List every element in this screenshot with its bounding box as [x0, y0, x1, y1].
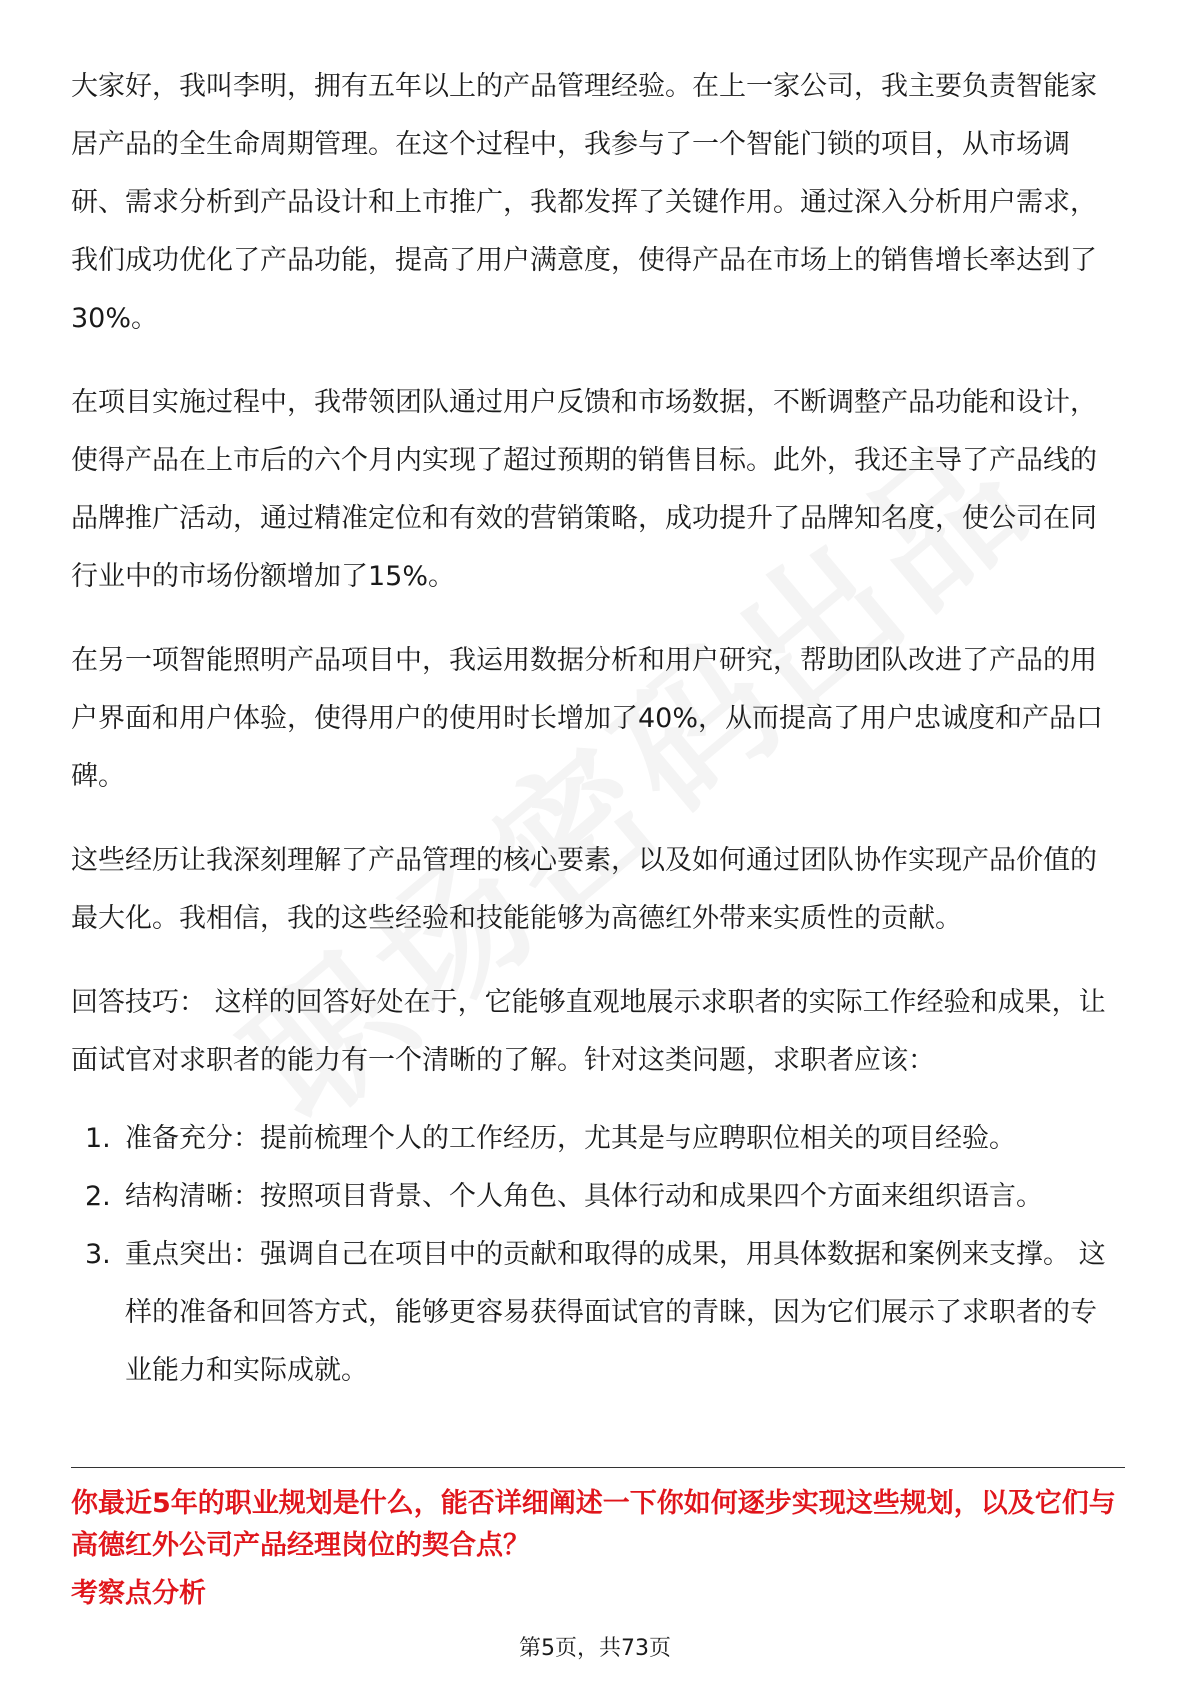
- list-item-text: 重点突出：强调自己在项目中的贡献和取得的成果，用具体数据和案例来支撑。 这样的准备和回答方式，能够更容易获得面试官的青睐，因为它们展示了求职者的专业能力和实际成就。: [125, 1239, 1106, 1386]
- tips-list: [71, 1110, 1116, 1400]
- answer-paragraph-4: 这些经历让我深刻理解了产品管理的核心要素，以及如何通过团队协作实现产品价值的最大化。我相信，我的这些经验和技能能够为高德红外带来实质性的贡献。: [71, 845, 1097, 934]
- answer-paragraph-2: 在项目实施过程中，我带领团队通过用户反馈和市场数据，不断调整产品功能和设计，使得产品在上市后的六个月内实现了超过预期的销售目标。此外，我还主导了产品线的品牌推广活动，通过精准定位和有效的营销策略，成功提升了品牌知名度，使公司在同行业中的市场份额增加了15%。: [71, 387, 1097, 592]
- section-divider: [71, 1467, 1125, 1468]
- analysis-subheading: 考察点分析: [71, 1578, 206, 1609]
- list-item: [71, 1110, 1116, 1168]
- answer-tips-intro: 回答技巧： 这样的回答好处在于，它能够直观地展示求职者的实际工作经验和成果，让面试官对求职者的能力有一个清晰的了解。针对这类问题，求职者应该：: [71, 987, 1106, 1076]
- list-item-number: 2.: [85, 1181, 111, 1212]
- list-item-number: 1.: [85, 1123, 111, 1154]
- list-item-text: 准备充分：提前梳理个人的工作经历，尤其是与应聘职位相关的项目经验。: [125, 1123, 1016, 1154]
- answer-body: [71, 58, 1116, 1400]
- list-item-number: 3.: [85, 1239, 111, 1270]
- list-item: [71, 1226, 1116, 1400]
- list-item: [71, 1168, 1116, 1226]
- answer-paragraph-3: 在另一项智能照明产品项目中，我运用数据分析和用户研究，帮助团队改进了产品的用户界面和用户体验，使得用户的使用时长增加了40%，从而提高了用户忠诚度和产品口碑。: [71, 645, 1104, 792]
- next-question-heading: 你最近5年的职业规划是什么，能否详细阐述一下你如何逐步实现这些规划，以及它们与高德红外公司产品经理岗位的契合点？: [71, 1488, 1116, 1561]
- list-item-text: 结构清晰：按照项目背景、个人角色、具体行动和成果四个方面来组织语言。: [125, 1181, 1043, 1212]
- page-number-footer: 第5页，共73页: [519, 1636, 671, 1661]
- answer-paragraph-1: 大家好，我叫李明，拥有五年以上的产品管理经验。在上一家公司，我主要负责智能家居产品的全生命周期管理。在这个过程中，我参与了一个智能门锁的项目，从市场调研、需求分析到产品设计和上市推广，我都发挥了关键作用。通过深入分析用户需求，我们成功优化了产品功能，提高了用户满意度，使得产品在市场上的销售增长率达到了30%。: [71, 71, 1097, 334]
